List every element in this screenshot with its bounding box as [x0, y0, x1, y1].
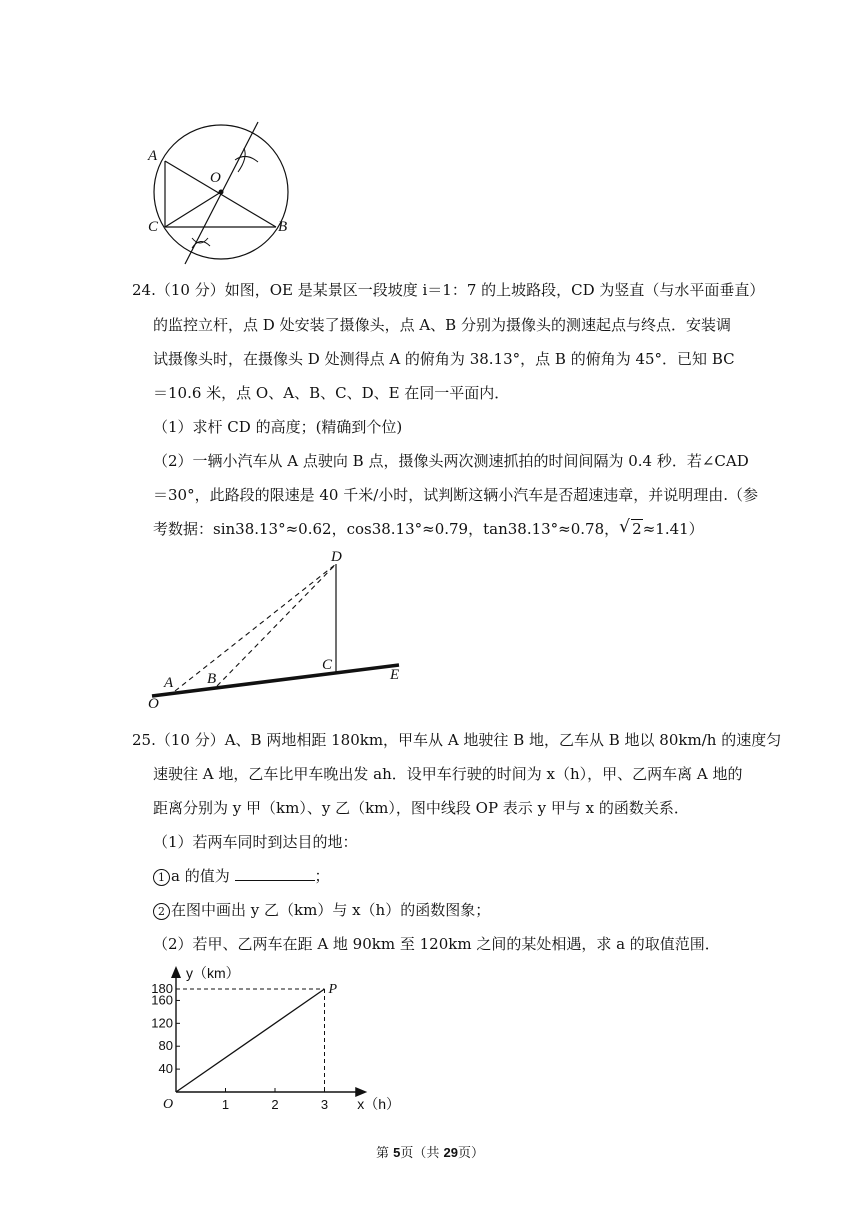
circle-label-c: C	[148, 219, 159, 235]
series-line-op	[176, 989, 325, 1092]
sqrt-radicand: 2	[632, 520, 642, 538]
q24-part2-line2: ＝30°，此路段的限速是 40 千米/小时，试判断这辆小汽车是否超速违章，并说明理由.（参	[153, 486, 759, 504]
y-tick-label: 180	[151, 981, 173, 996]
slope-label-d: D	[331, 549, 342, 565]
slope-label-a: A	[164, 675, 174, 691]
q25-points: （10 分）	[155, 731, 225, 749]
q24-part2-line1: （2）一辆小汽车从 A 点驶向 B 点，摄像头两次测速抓拍的时间间隔为 0.4 秒．若∠CAD	[153, 452, 749, 470]
circled-1-mark: 1	[153, 869, 170, 886]
slope-figure	[145, 555, 415, 715]
q24-line1	[132, 280, 764, 300]
q25-part1: （1）若两车同时到达目的地：	[153, 833, 358, 851]
q25-sub1-end: ；	[314, 867, 330, 885]
distance-time-chart	[140, 962, 401, 1122]
q24-line3: 试摄像头时，在摄像头 D 处测得点 A 的俯角为 38.13°，点 B 的俯角为 45°．已知 BC	[153, 350, 735, 368]
origin-label: O	[163, 1097, 174, 1112]
footer-pre: 第	[376, 1146, 394, 1161]
point-label-p: P	[328, 982, 338, 997]
q24-ref-sqrt: ≈1.41）	[642, 520, 704, 538]
q24-part1: （1）求杆 CD 的高度；(精确到个位)	[153, 418, 403, 436]
slope-label-b: B	[207, 671, 217, 687]
q25-sub2-text: 在图中画出 y 乙（km）与 x（h）的函数图象；	[171, 901, 491, 919]
sqrt-symbol: √ 2	[619, 517, 642, 538]
x-tick-label: 3	[320, 1097, 329, 1112]
y-tick-label: 40	[158, 1061, 173, 1077]
slope-label-e: E	[390, 667, 400, 683]
q24-text1: 如图，OE 是某景区一段坡度 i＝1：7 的上坡路段，CD 为竖直（与水平面垂直）	[224, 281, 765, 299]
q25-line3: 距离分别为 y 甲（km）、y 乙（km），图中线段 OP 表示 y 甲与 x 的函数关系．	[153, 799, 689, 817]
q25-part2: （2）若甲、乙两车在距 A 地 90km 至 120km 之间的某处相遇，求 a 的取值范围．	[153, 935, 720, 953]
circle-label-a: A	[148, 148, 158, 164]
circle-label-b: B	[278, 219, 288, 235]
footer-mid: 页（共	[400, 1146, 444, 1161]
q25-line1	[132, 730, 781, 750]
y-axis-arrow	[171, 966, 181, 978]
y-tick-label: 160	[151, 992, 173, 1008]
q24-points: （10 分）	[155, 281, 225, 299]
q25-sub1-text: a 的值为	[171, 867, 230, 885]
q24-ref-data: 考数据：sin38.13°≈0.62，cos38.13°≈0.79，tan38.13°≈0.78，	[153, 520, 620, 538]
q25-line2: 速驶往 A 地，乙车比甲车晚出发 ah．设甲车行驶的时间为 x（h），甲、乙两车离 A 地的	[153, 765, 743, 783]
circled-2-mark: 2	[153, 903, 170, 920]
x-tick-label: 2	[271, 1097, 279, 1112]
footer-page-number: 5	[393, 1145, 401, 1160]
footer-post: 页）	[457, 1146, 484, 1161]
q25-number: 25.	[132, 731, 156, 749]
y-tick-label: 80	[158, 1038, 173, 1054]
x-tick-label: 1	[221, 1097, 230, 1112]
q24-part2-line3	[153, 519, 704, 539]
page-footer	[0, 1142, 860, 1161]
y-axis-label: y（km）	[186, 965, 240, 981]
q25-sub1	[153, 866, 330, 886]
slope-label-o: O	[148, 696, 159, 712]
slope-label-c: C	[322, 657, 333, 673]
y-tick-label: 120	[151, 1015, 173, 1031]
circle-figure	[140, 118, 300, 268]
q24-line4: ＝10.6 米，点 O、A、B、C、D、E 在同一平面内．	[153, 384, 510, 402]
q24-line2: 的监控立杆，点 D 处安装了摄像头，点 A、B 分别为摄像头的测速起点与终点．安装调	[153, 316, 731, 334]
circle-label-o: O	[210, 170, 221, 186]
q24-number: 24.	[132, 281, 156, 299]
footer-total-pages: 29	[443, 1145, 458, 1160]
x-axis-label: x（h）	[357, 1096, 401, 1112]
q25-text1: A、B 两地相距 180km，甲车从 A 地驶往 B 地，乙车从 B 地以 80km/h 的速度匀	[224, 731, 782, 749]
answer-blank[interactable]	[235, 866, 315, 881]
q25-sub2	[153, 900, 490, 920]
